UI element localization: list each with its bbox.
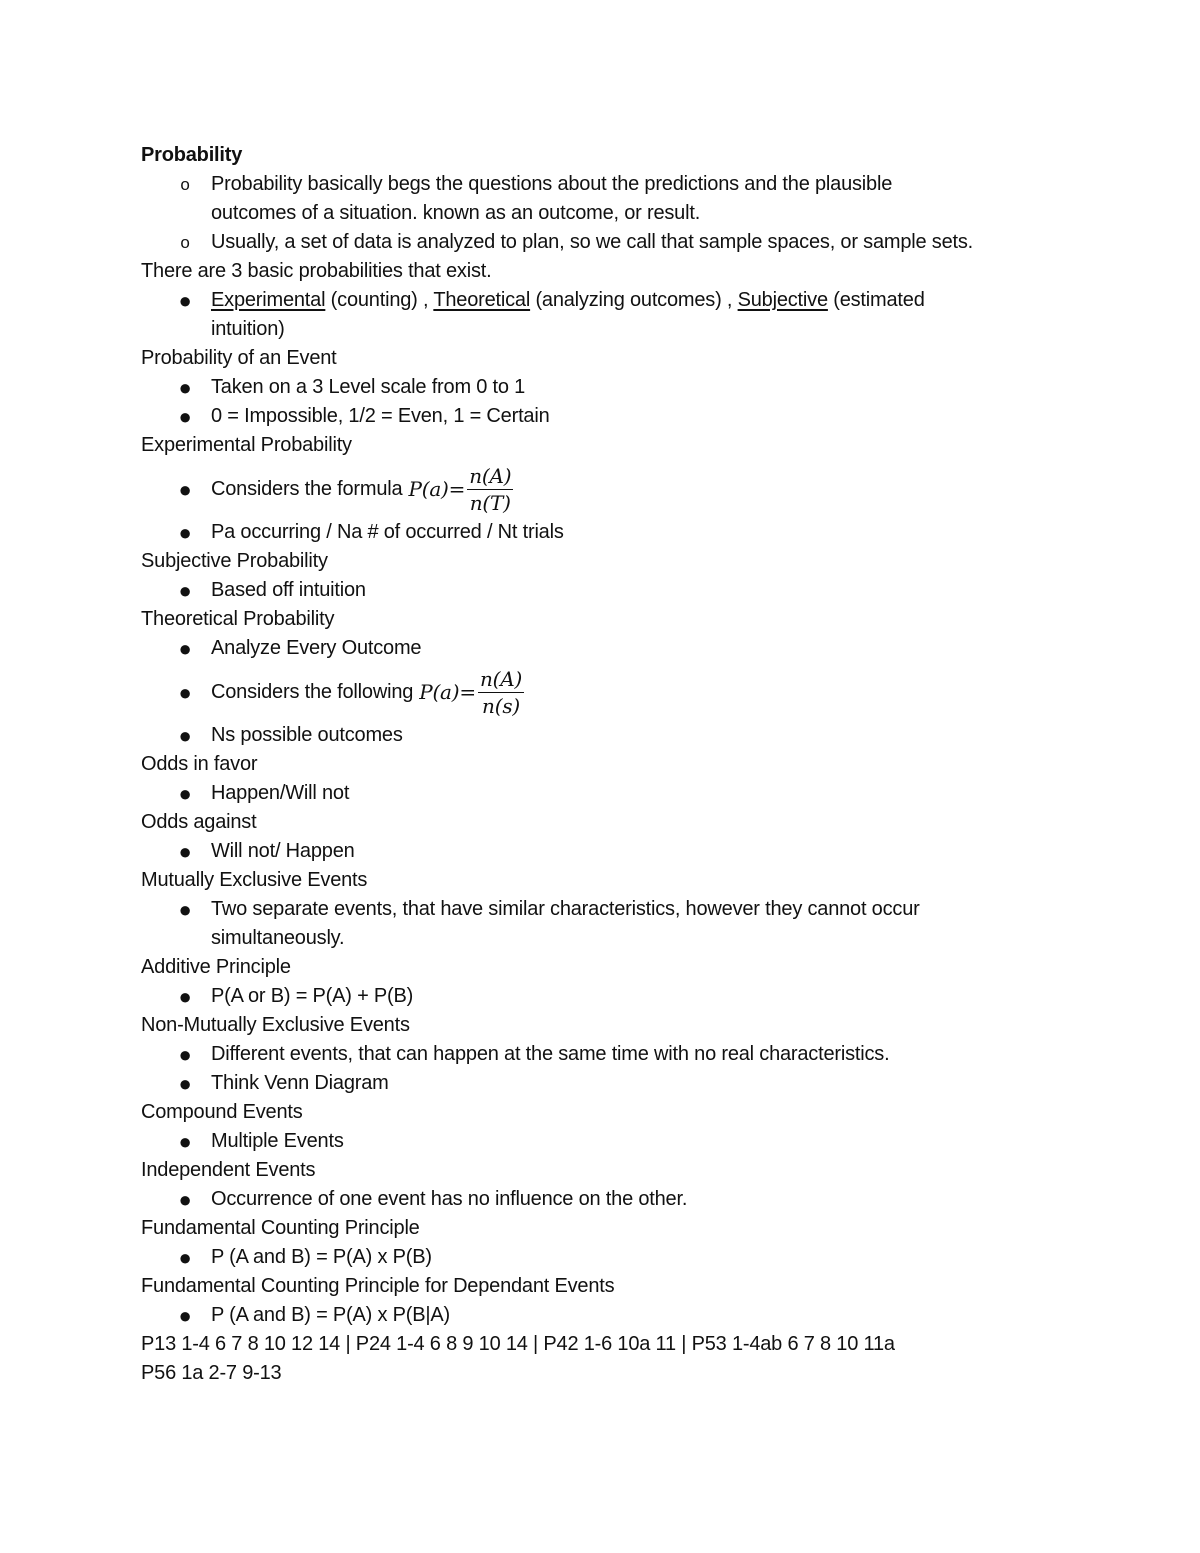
section-heading: Additive Principle (141, 956, 291, 978)
list-item-continuation: simultaneously. (211, 927, 345, 949)
bullet-icon: ● (178, 1071, 192, 1096)
section-heading: Fundamental Counting Principle for Dependant Events (141, 1275, 615, 1297)
bullet-icon: ● (178, 520, 192, 545)
list-item: ● Analyze Every Outcome (141, 634, 1061, 663)
term-theoretical: Theoretical (433, 289, 531, 311)
bullet-icon: ● (178, 723, 192, 748)
list-item: ● Will not/ Happen (141, 837, 1061, 866)
bullet-icon: ● (178, 680, 192, 705)
bullet-icon: ● (178, 404, 192, 429)
section-heading: Probability of an Event (141, 347, 337, 369)
term-experimental: Experimental (211, 289, 326, 311)
bullet-icon: ● (178, 1187, 192, 1212)
section-heading: Mutually Exclusive Events (141, 869, 368, 891)
formula-experimental: P(a)= $\frac{n(A)}{n(T)}$ (408, 463, 512, 515)
list-item: ● Think Venn Diagram (141, 1069, 1061, 1098)
list-item: ● Multiple Events (141, 1127, 1061, 1156)
list-item: ● Taken on a 3 Level scale from 0 to 1 (141, 373, 1061, 402)
page-title: Probability (141, 144, 243, 166)
bullet-icon: ● (178, 984, 192, 1009)
circle-bullet-icon: o (180, 175, 190, 194)
list-item: ● Based off intuition (141, 576, 1061, 605)
section-heading: Compound Events (141, 1101, 303, 1123)
document-body (141, 141, 1061, 1388)
bullet-icon: ● (178, 839, 192, 864)
page-references: P56 1a 2-7 9-13 (141, 1362, 282, 1384)
fraction: $\frac{n(A)}{n(s)}$ (479, 666, 523, 718)
section-heading: Non-Mutually Exclusive Events (141, 1014, 410, 1036)
section-heading: Independent Events (141, 1159, 316, 1181)
section-heading: Theoretical Probability (141, 608, 335, 630)
list-item: ● P (A and B) = P(A) x P(B) (141, 1243, 1061, 1272)
bullet-icon: ● (178, 1303, 192, 1328)
bullet-icon: ● (178, 288, 192, 313)
formula-theoretical: P(a)= $\frac{n(A)}{n(s)}$ (419, 666, 523, 718)
section-heading: Odds against (141, 811, 257, 833)
section-heading: Subjective Probability (141, 550, 328, 572)
formula-item: ● Considers the following P(a)= $\frac{n(A)}{n(s)}$ (141, 663, 1061, 721)
bullet-icon: ● (178, 897, 192, 922)
term-subjective: Subjective (737, 289, 828, 311)
list-item-continuation: intuition) (211, 318, 285, 340)
section-heading: There are 3 basic probabilities that exist. (141, 260, 492, 282)
section-heading: Experimental Probability (141, 434, 352, 456)
list-item-continuation: outcomes of a situation. known as an outcome, or result. (211, 202, 701, 224)
page-references: P13 1-4 6 7 8 10 12 14 | P24 1-4 6 8 9 10 14 | P42 1-6 10a 11 | P53 1-4ab 6 7 8 10 11a (141, 1333, 895, 1355)
list-item: ● Occurrence of one event has no influence on the other. (141, 1185, 1061, 1214)
list-item: ● Pa occurring / Na # of occurred / Nt trials (141, 518, 1061, 547)
fraction: $\frac{n(A)}{n(T)}$ (469, 463, 512, 515)
list-item: ● Two separate events, that have similar characteristics, however they cannot occur (141, 895, 1061, 924)
bullet-icon: ● (178, 578, 192, 603)
list-item: ● P (A and B) = P(A) x P(B|A) (141, 1301, 1061, 1330)
section-heading: Fundamental Counting Principle (141, 1217, 420, 1239)
formula-item: ● Considers the formula P(a)= $\frac{n(A)}{n(T)}$ (141, 460, 1061, 518)
bullet-icon: ● (178, 781, 192, 806)
bullet-icon: ● (178, 1042, 192, 1067)
list-item: ● P(A or B) = P(A) + P(B) (141, 982, 1061, 1011)
bullet-icon: ● (178, 375, 192, 400)
list-item: ● 0 = Impossible, 1/2 = Even, 1 = Certain (141, 402, 1061, 431)
list-item: ● Happen/Will not (141, 779, 1061, 808)
bullet-icon: ● (178, 1129, 192, 1154)
section-heading: Odds in favor (141, 753, 258, 775)
list-item: o Usually, a set of data is analyzed to plan, so we call that sample spaces, or sample sets. (141, 228, 1061, 257)
circle-bullet-icon: o (180, 233, 190, 252)
bullet-icon: ● (178, 636, 192, 661)
list-item: ● Different events, that can happen at the same time with no real characteristics. (141, 1040, 1061, 1069)
bullet-icon: ● (178, 1245, 192, 1270)
bullet-icon: ● (178, 477, 192, 502)
list-item: ● Ns possible outcomes (141, 721, 1061, 750)
list-item: o Probability basically begs the questions about the predictions and the plausible (141, 170, 1061, 199)
list-item: ● Experimental (counting) , Theoretical (analyzing outcomes) , Subjective (estimated (141, 286, 1061, 315)
